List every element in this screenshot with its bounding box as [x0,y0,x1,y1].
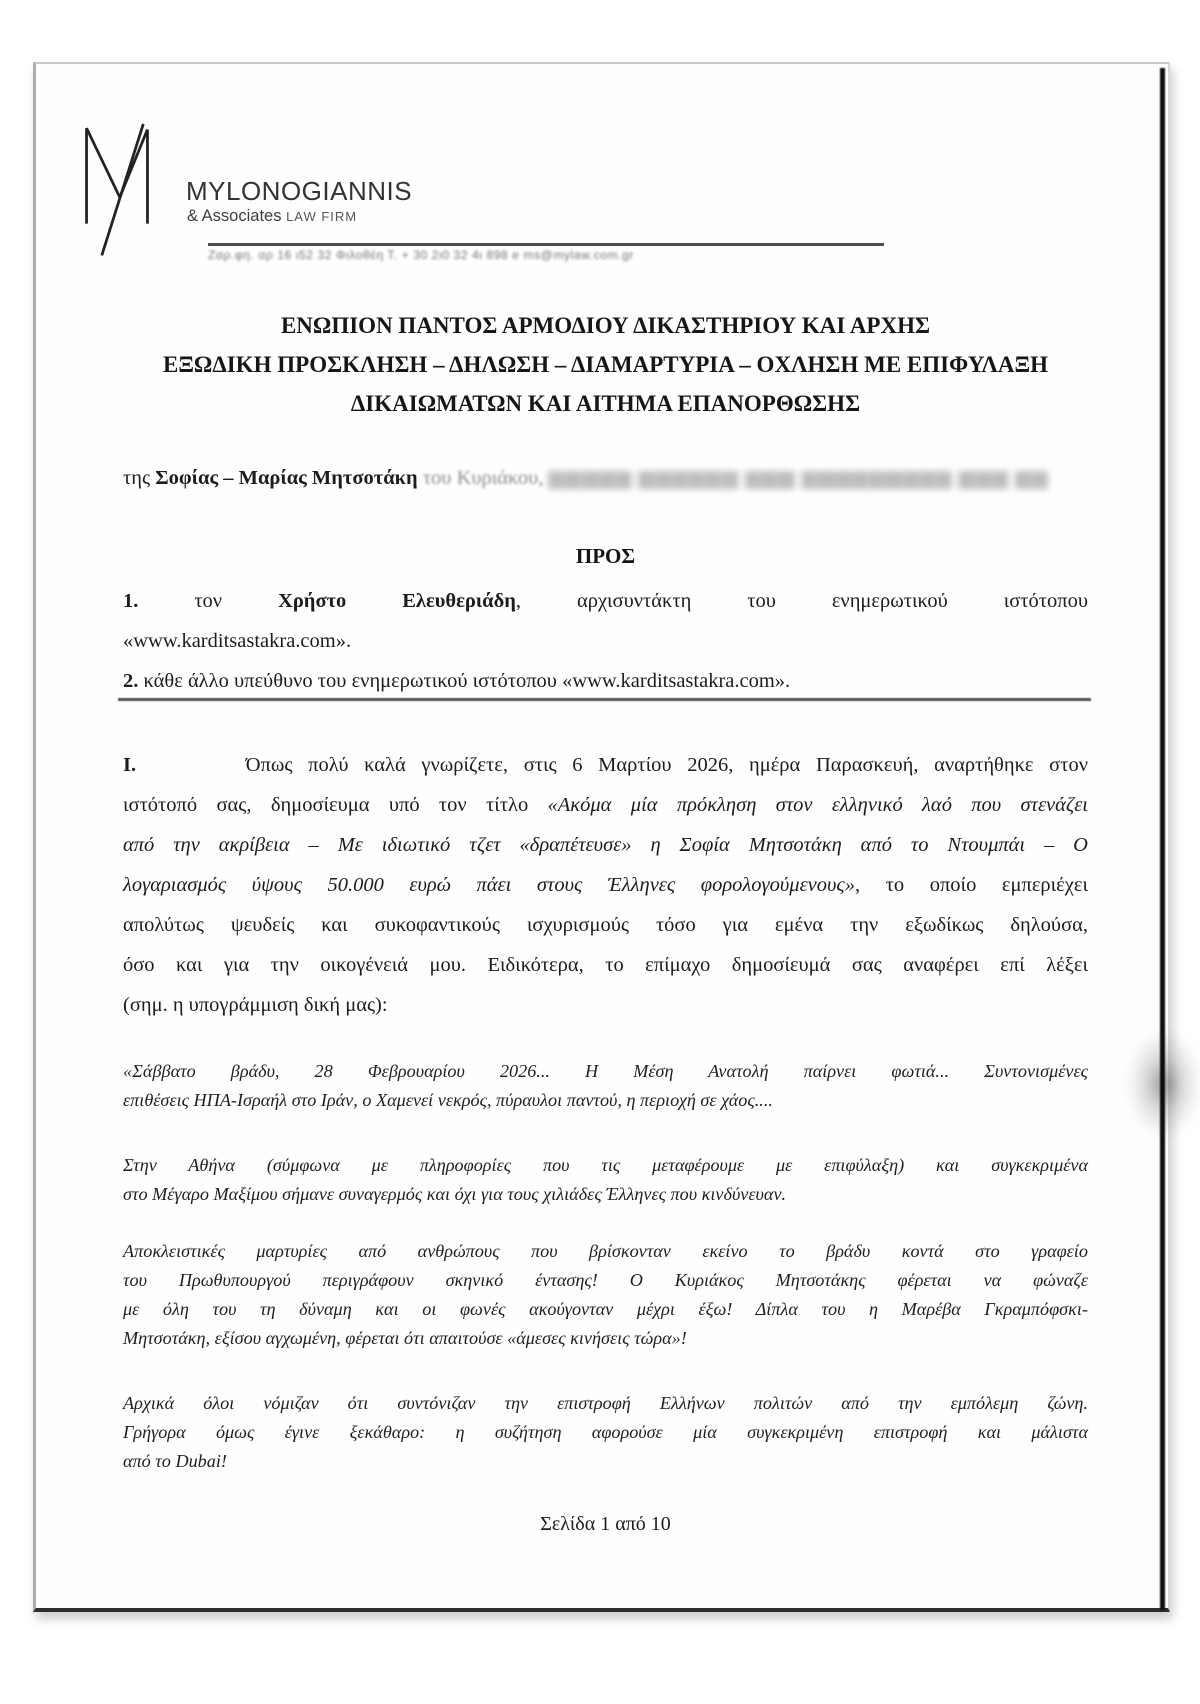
scan-edge-line-artifact [1160,68,1165,1610]
page-number: Σελίδα 1 από 10 [540,1513,671,1535]
text-run: ▆▆▆▆▆ ▆▆▆▆▆▆ ▆▆▆ ▆▆▆▆▆▆▆▆▆ ▆▆▆ ▆▆ [548,467,1049,489]
text-run: με όλη του τη δύναμη και οι φωνές ακούγονταν μέχρι έξω! Δίπλα του η Μαρέβα Γκραμπόφσκι- [123,1299,1088,1319]
text-line [123,1295,1088,1324]
firm-name: MYLONOGIANNIS [186,176,413,206]
text-run: I. [123,754,246,776]
text-run: επιθέσεις ΗΠΑ-Ισραήλ στο Ιράν, ο Χαμενεί νεκρός, πύραυλοι παντού, η περιοχή σε χάος.... [123,1090,773,1110]
title-line-1: ΕΝΩΠΙΟΝ ΠΑΝΤΟΣ ΑΡΜΟΔΙΟΥ ΔΙΚΑΣΤΗΡΙΟΥ ΚΑΙ ΑΡΧΗΣ [280,313,931,338]
body-paragraph-1 [123,745,1088,1025]
text-line [123,1086,1088,1115]
pros-heading: ΠΡΟΣ [575,544,636,568]
document-page [33,62,1170,1612]
text-run: 2. [123,670,139,692]
text-line [123,1324,1088,1353]
text-run: Γρήγορα όμως έγινε ξεκάθαρο: η συζήτηση αφορούσε μία συγκεκριμένη επιστροφή και μάλιστα [123,1422,1088,1442]
text-line [123,1180,1088,1209]
text-line [123,661,1088,701]
text-run: Χρήστο Ελευθεριάδη [278,590,516,612]
text-line [123,1418,1088,1447]
text-line [123,825,1088,865]
declaring-party-line [123,465,1123,490]
text-run: Όπως πολύ καλά γνωρίζετε, στις 6 Μαρτίου 2026, ημέρα Παρασκευή, αναρτήθηκε στον [245,754,1088,776]
text-run: από το Dubai! [123,1451,227,1471]
quoted-article-paragraph-3 [123,1237,1088,1353]
text-run: από την ακρίβεια – Με ιδιωτικό τζετ «δραπέτευσε» η Σοφία Μητσοτάκη από το Ντουμπάι – Ο [123,834,1088,856]
text-line [123,1447,1088,1476]
text-run: «www.karditsastakra.com». [123,630,352,652]
text-run: Σοφίας – Μαρίας Μητσοτάκη [155,467,423,489]
text-run: απολύτως ψευδείς και συκοφαντικούς ισχυρισμούς τόσο για εμένα την εξωδίκως δηλούσα, [123,914,1088,936]
text-run: στο Μέγαρο Μαξίμου σήμανε συναγερμός και όχι για τους χιλιάδες Έλληνες που κινδύνευαν. [123,1184,787,1204]
text-line [123,865,1088,905]
header-divider [208,243,884,246]
text-line [123,581,1088,621]
section-divider [118,698,1091,701]
text-line [123,1057,1088,1086]
quoted-article-paragraph-2 [123,1151,1088,1209]
text-run: Στην Αθήνα (σύμφωνα με πληροφορίες που τις μεταφέρουμε με επιφύλαξη) και συγκεκριμένα [123,1155,1088,1175]
firm-contact-line-blurred: Ζαρ.φη. αρ 16 ι52 32 Φιλοθέη Τ. + 30 2ι0 32 4ι 898 e ms@mylaw.com.gr [208,248,635,262]
document-title [123,306,1088,423]
text-run: της [123,467,156,489]
text-run: τον [138,590,279,612]
text-run: Αρχικά όλοι νόμιζαν ότι συντόνιζαν την επιστροφή Ελλήνων πολιτών από την εμπόλεμη ζώνη. [123,1393,1088,1413]
law-firm-logo-monogram [81,119,153,259]
text-run: «Σάββατο βράδυ, 28 Φεβρουαρίου 2026... Η Μέση Ανατολή παίρνει φωτιά... Συντονισμένες [123,1061,1088,1081]
text-line [123,1266,1088,1295]
quoted-article-paragraph-1 [123,1057,1088,1115]
text-run: Αποκλειστικές μαρτυρίες από ανθρώπους που βρίσκονταν εκείνο το βράδυ κοντά στο γραφείο [123,1241,1088,1261]
text-run: του Κυριάκου, [422,467,549,489]
text-run: , αρχισυντάκτη του ενημερωτικού ιστότοπου [515,590,1089,612]
text-run: , το οποίο εμπεριέχει [855,874,1088,896]
title-line-2: ΕΞΩΔΙΚΗ ΠΡΟΣΚΛΗΣΗ – ΔΗΛΩΣΗ – ΔΙΑΜΑΡΤΥΡΙΑ – ΟΧΛΗΣΗ ΜΕ ΕΠΙΦΥΛΑΞΗ [163,352,1048,377]
text-line [123,1151,1088,1180]
text-line [123,745,1088,785]
text-line [123,945,1088,985]
text-run: ιστότοπό σας, δημοσίευμα υπό τον τίτλο [123,794,548,816]
text-run: του Πρωθυπουργού περιγράφουν σκηνικό έντασης! Ο Κυριάκος Μητσοτάκης φέρεται να φώναζε [123,1270,1088,1290]
text-line [123,905,1088,945]
text-line [123,621,1088,661]
firm-subtitle [187,207,357,226]
addressees-list [123,581,1088,701]
title-line-3: ΔΙΚΑΙΩΜΑΤΩΝ ΚΑΙ ΑΙΤΗΜΑ ΕΠΑΝΟΡΘΩΣΗΣ [350,391,861,416]
quoted-article-paragraph-4 [123,1389,1088,1476]
text-line [123,1389,1088,1418]
firm-subtitle-lawfirm-text: LAW FIRM [286,209,358,224]
text-run: «Ακόμα μία πρόκληση στον ελληνικό λαό που στενάζει [547,794,1088,816]
text-run: Μητσοτάκη, εξίσου αγχωμένη, φέρεται ότι απαιτούσε «άμεσες κινήσεις τώρα»! [123,1328,687,1348]
text-line [123,1237,1088,1266]
text-run: (σημ. η υπογράμμιση δική μας): [123,994,388,1016]
text-line [123,985,1088,1025]
text-run: κάθε άλλο υπεύθυνο του ενημερωτικού ιστότοπου «www.karditsastakra.com». [138,670,791,692]
text-run: όσο και για την οικογένειά μου. Ειδικότερα, το επίμαχο δημοσίευμά σας αναφέρει επί λέξει [123,954,1088,976]
firm-subtitle-text: & Associates [187,207,287,225]
text-run: 1. [123,590,139,612]
text-run: λογαριασμός ύψους 50.000 ευρώ πάει στους Έλληνες φορολογούμενους» [123,874,855,896]
text-line [123,785,1088,825]
